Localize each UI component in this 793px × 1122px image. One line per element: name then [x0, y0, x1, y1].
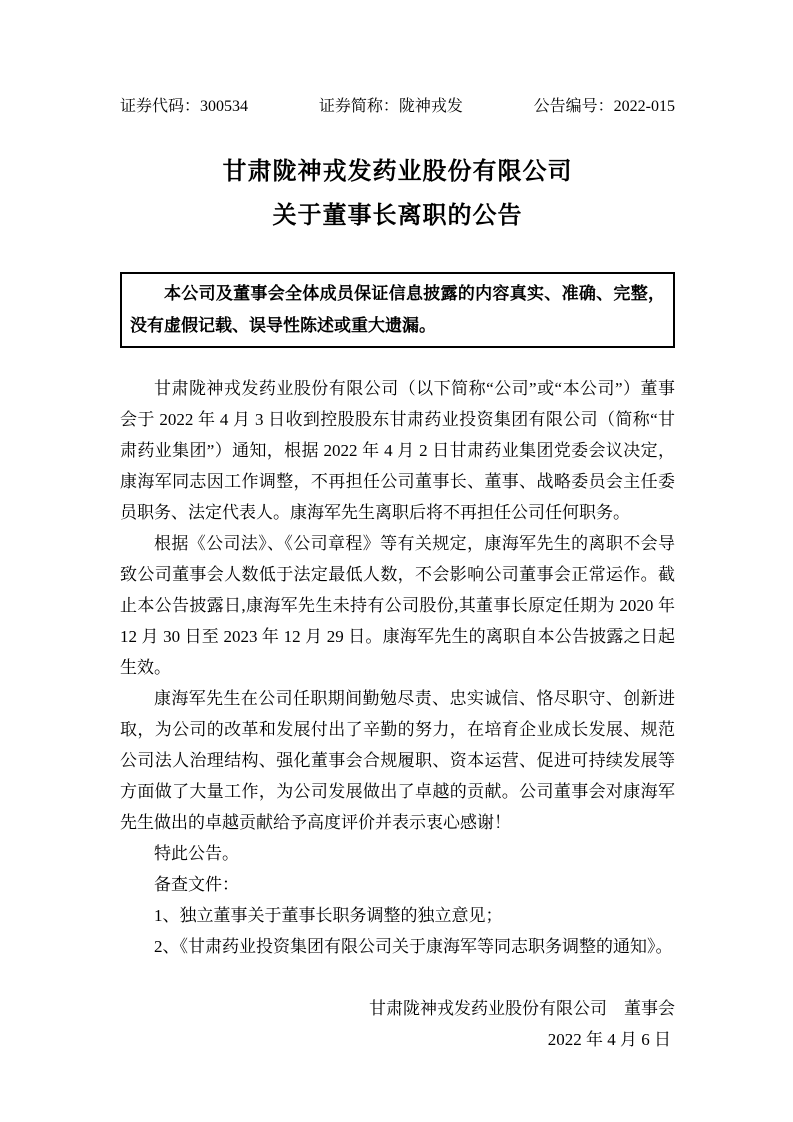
document-body: [120, 373, 675, 962]
disclaimer-box: [120, 272, 675, 348]
announcement-number: 公告编号：2022-015: [533, 98, 675, 115]
signature-block: [120, 993, 675, 1055]
attachments-heading: 备查文件：: [154, 875, 239, 894]
document-title: [120, 150, 675, 238]
stock-code: 证券代码：300534: [120, 98, 249, 115]
closing-statement: 特此公告。: [154, 844, 239, 863]
paragraph-tribute: 康海军先生在公司任职期间勤勉尽责、忠实诚信、恪尽职守、创新进取，为公司的改革和发展付出了辛勤的努力，在培育企业成长发展、规范公司法人治理结构、强化董事会合规履职、资本运营、促进可持续发展等方面做了大量工作，为公司发展做出了卓越的贡献。公司董事会对康海军先生做出的卓越贡献给予高度评价并表示衷心感谢！: [120, 689, 675, 832]
title-company-name: 甘肃陇神戎发药业股份有限公司: [222, 159, 573, 185]
paragraph-resignation-notice: 甘肃陇神戎发药业股份有限公司（以下简称“公司”或“本公司”）董事会于 2022 年 4 月 3 日收到控股股东甘肃药业投资集团有限公司（简称“甘肃药业集团”）通知，根据 2022 年 4 月 2 日甘肃药业集团党委会议决定，康海军同志因工作调整，不再担任公司董事长、董事、战略委员会主任委员职务、法定代表人。康海军先生离职后将不再担任公司任何职务。: [120, 379, 675, 522]
title-subject: 关于董事长离职的公告: [272, 203, 523, 229]
attachment-item-2: 2、《甘肃药业投资集团有限公司关于康海军等同志职务调整的通知》。: [154, 937, 673, 956]
paragraph-legal-effect: 根据《公司法》、《公司章程》等有关规定，康海军先生的离职不会导致公司董事会人数低于法定最低人数，不会影响公司董事会正常运作。截止本公告披露日,康海军先生未持有公司股份,其董事长原定任期为 2020 年 12 月 30 日至 2023 年 12 月 29 日。康海军先生的离职自本公告披露之日起生效。: [120, 534, 675, 677]
signature-company: 甘肃陇神戎发药业股份有限公司 董事会: [369, 999, 675, 1018]
document-header: [120, 97, 675, 117]
attachment-item-1: 1、独立董事关于董事长职务调整的独立意见；: [154, 906, 503, 925]
stock-name: 证券简称：陇神戎发: [318, 98, 463, 115]
signature-date: 2022 年 4 月 6 日: [547, 1030, 671, 1049]
disclaimer-text: 本公司及董事会全体成员保证信息披露的内容真实、准确、完整，没有虚假记载、误导性陈述或重大遗漏。: [130, 284, 665, 335]
